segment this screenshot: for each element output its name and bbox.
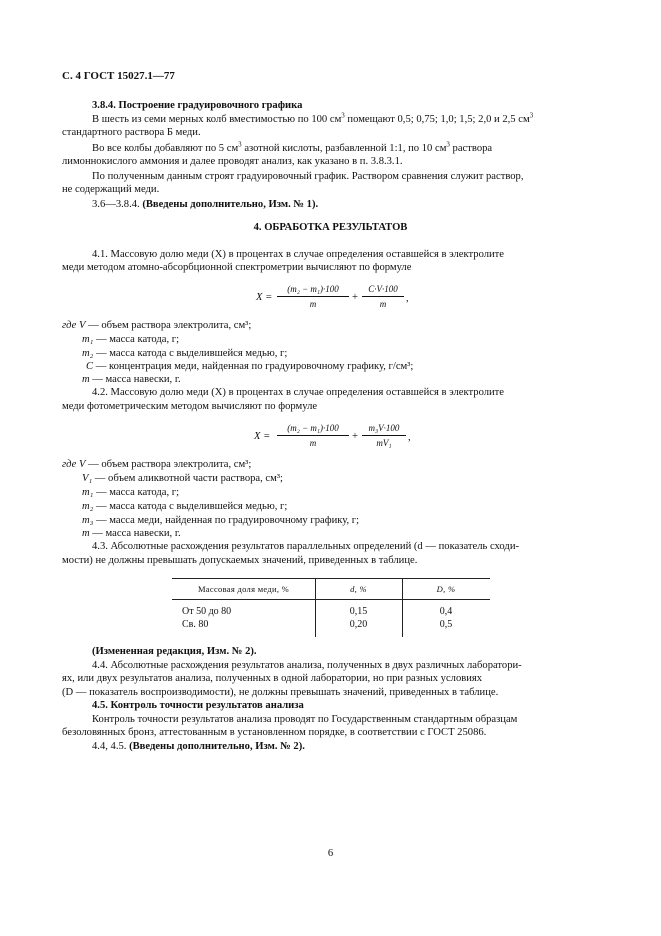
where1-item: C — концентрация меди, найденная по градуировочному графику, г/см³; xyxy=(86,361,414,372)
p43-line1: 4.3. Абсолютные расхождения результатов параллельных определений (d — показатель сходи- xyxy=(92,541,520,552)
s384-para3-line2: не содержащий меди. xyxy=(62,184,160,195)
formula-2-den1: m xyxy=(309,438,317,448)
formula-2-tail: , xyxy=(408,432,411,443)
where1-item: m — масса навески, г. xyxy=(82,374,181,385)
amendment-note-2: (Измененная редакция, Изм. № 2). xyxy=(92,646,257,657)
section-3-8-4-title: 3.8.4. Построение градуировочного графика xyxy=(92,100,303,111)
p44-line3: (D — показатель воспроизводимости), не должны превышать значений, приведенных в таблице. xyxy=(62,687,499,698)
p44-line1: 4.4. Абсолютные расхождения результатов анализа, полученных в двух различных лаборатори- xyxy=(92,660,522,671)
p43-line2: мости) не должны превышать допускаемых значений, приведенных в таблице. xyxy=(62,555,418,566)
page-number: 6 xyxy=(327,848,334,859)
formula-2-lhs: X = xyxy=(254,431,271,442)
where2-item: где V — объем раствора электролита, см³; xyxy=(62,459,252,470)
running-header: С. 4 ГОСТ 15027.1—77 xyxy=(62,70,175,82)
formula-1-num1: (m₂ − m₁)·100 xyxy=(287,284,339,294)
where2-item: m₁ — масса катода, г; xyxy=(82,487,180,498)
where2-item: m₃ — масса меди, найденная по градуировочному графику, г; xyxy=(82,515,360,526)
s384-para2-line2: лимоннокислого аммония и далее проводят анализ, как указано в п. 3.8.3.1. xyxy=(62,156,403,167)
where2-item: m₂ — масса катода с выделившейся медью, г; xyxy=(82,501,288,512)
p42-line2: меди фотометрическим методом вычисляют по формуле xyxy=(62,401,318,412)
where1-item: m₁ — масса катода, г; xyxy=(82,334,180,345)
formula-2-bar2 xyxy=(362,435,406,436)
s384-para3-line1: По полученным данным строят градуировочный график. Раствором сравнения служит раствор, xyxy=(92,171,524,182)
table-cell: 0,5 xyxy=(439,619,453,630)
p45-line1: Контроль точности результатов анализа проводят по Государственным стандартным образцам xyxy=(92,714,518,725)
table-header-cell: D, % xyxy=(436,584,456,594)
s384-para1-line2: стандартного раствора Б меди. xyxy=(62,127,201,138)
formula-2-num1: (m₂ − m₁)·100 xyxy=(287,423,339,433)
amendment-note-1: 3.6—3.8.4. (Введены дополнительно, Изм. № 1). xyxy=(92,199,319,210)
formula-2-plus: + xyxy=(352,431,358,442)
p42-line1: 4.2. Массовую долю меди (X) в процентах в случае определения оставшейся в электролите xyxy=(92,387,505,398)
amendment-note-3: 4.4, 4.5. (Введены дополнительно, Изм. № 2). xyxy=(92,741,305,752)
section-4-heading: 4. ОБРАБОТКА РЕЗУЛЬТАТОВ xyxy=(253,222,408,233)
table-header-cell: d, % xyxy=(350,584,367,594)
formula-1-lhs: X = xyxy=(256,292,273,303)
section-4-5-title: 4.5. Контроль точности результатов анализа xyxy=(92,700,304,711)
formula-1-bar1 xyxy=(277,296,349,297)
formula-2-bar1 xyxy=(277,435,349,436)
formula-2-num2: m₃V·100 xyxy=(368,423,400,433)
p44-line2: ях, или двух результатов анализа, полученных в одной лаборатории, но при разных условиях xyxy=(62,673,483,684)
formula-1-plus: + xyxy=(352,292,358,303)
where2-item: m — масса навески, г. xyxy=(82,528,181,539)
table-cell: 0,4 xyxy=(439,606,453,617)
formula-1-tail: , xyxy=(406,293,409,304)
p41-line2: меди методом атомно-абсорбционной спектрометрии вычисляют по формуле xyxy=(62,262,412,273)
table-header-rule xyxy=(172,599,490,600)
table-cell: От 50 до 80 xyxy=(182,606,232,617)
formula-1-bar2 xyxy=(362,296,404,297)
table-cell: Св. 80 xyxy=(182,619,209,630)
s384-para2-line1: Во все колбы добавляют по 5 $см^3$ азотной кислоты, разбавленной 1:1, по 10 $см^3$ раствора xyxy=(92,140,493,154)
table-header-cell: Массовая доля меди, % xyxy=(197,584,290,594)
p45-line2: безоловянных бронз, аттестованным в установленном порядке, в соответствии с ГОСТ 25086. xyxy=(62,727,487,738)
p41-line1: 4.1. Массовую долю меди (X) в процентах в случае определения оставшейся в электролите xyxy=(92,249,505,260)
table-cell: 0,20 xyxy=(349,619,368,630)
where1-item: m₂ — масса катода с выделившейся медью, г; xyxy=(82,348,288,359)
formula-1-den2: m xyxy=(379,299,387,309)
formula-1-num2: C·V·100 xyxy=(368,284,398,294)
where1-item: где V — объем раствора электролита, см³; xyxy=(62,320,252,331)
s384-para1-line1: В шесть из семи мерных колб вместимостью по 100 $см^3$ помещают 0,5; 0,75; 1,0; 1,5; 2,0 и 2,5 $см^3$ xyxy=(92,111,534,125)
table-top-rule xyxy=(172,578,490,579)
formula-1-den1: m xyxy=(309,299,317,309)
formula-2-den2: mV₁ xyxy=(376,438,392,448)
where2-item: V₁ — объем аликвотной части раствора, см³; xyxy=(82,473,283,484)
table-cell: 0,15 xyxy=(349,606,368,617)
